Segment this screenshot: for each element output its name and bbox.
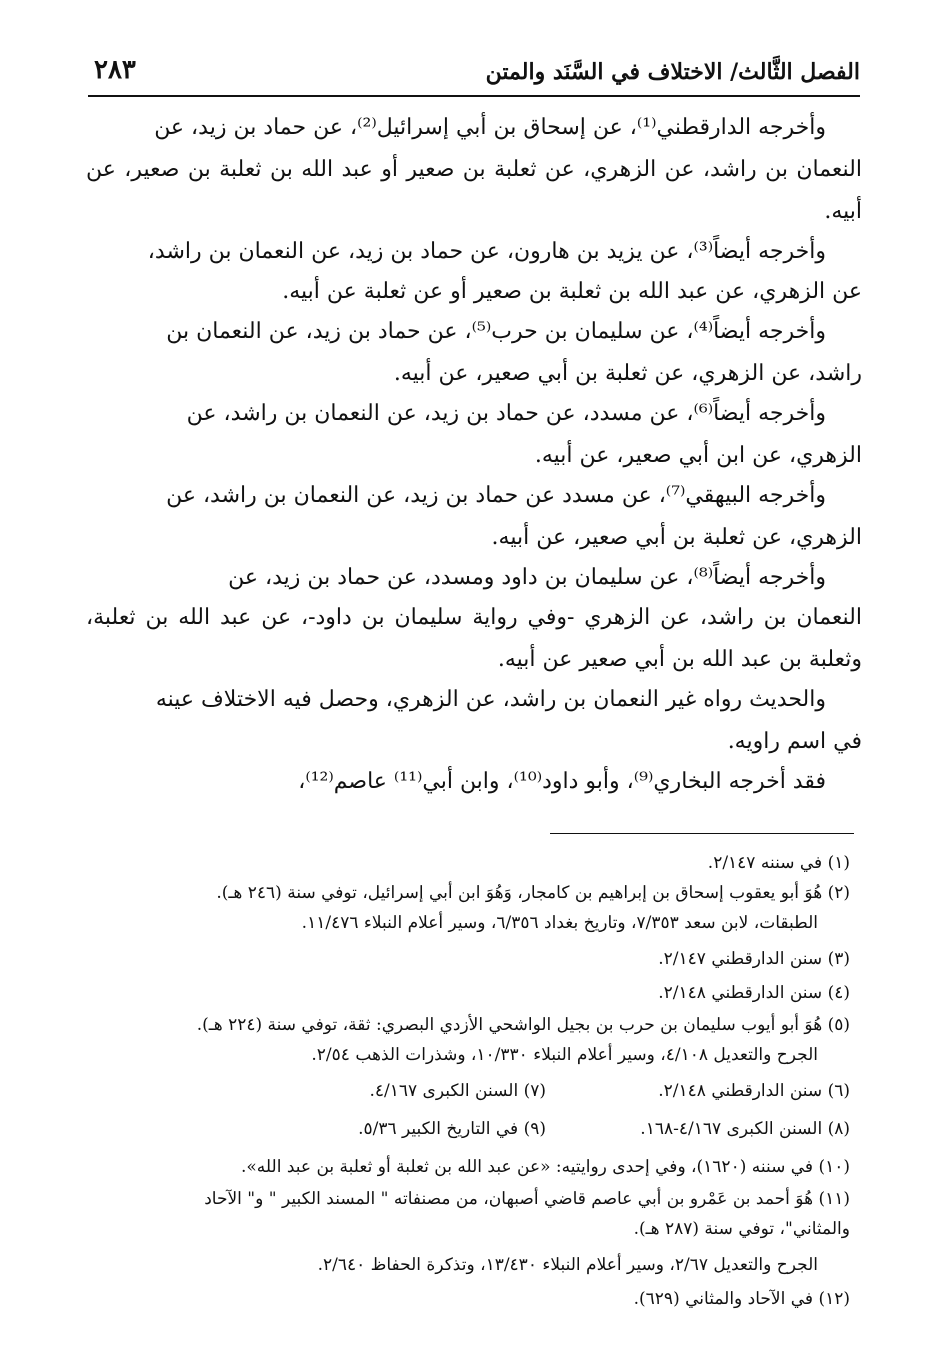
text-line: وأخرجه أيضاً⁽³⁾، عن يزيد بن هارون، عن حماد بن زيد، عن النعمان بن راشد، xyxy=(147,239,826,264)
footnote-line: (١) في سننه ٢/١٤٧. xyxy=(707,853,850,873)
text-line: والحديث رواه غير النعمان بن راشد، عن الزهري، وحصل فيه الاختلاف عينه xyxy=(155,687,826,712)
footnote-line: والمثاني"، توفي سنة (٢٨٧ هـ). xyxy=(633,1219,850,1239)
footnote-line: الطبقات، لابن سعد ٧/٣٥٣، وتاريخ بغداد ٦/٣٥٦، وسير أعلام النبلاء ١١/٤٧٦. xyxy=(301,913,818,933)
chapter-title: الفصل الثَّالث/ الاختلاف في السَّنَد والمتن xyxy=(485,59,860,85)
text-line: وأخرجه البيهقي⁽⁷⁾، عن مسدد عن حماد بن زيد، عن النعمان بن راشد، عن xyxy=(166,483,826,508)
text-line: النعمان بن راشد، عن الزهري، عن ثعلبة بن صعير أو عبد الله بن ثعلبة بن صعير، عن xyxy=(86,157,862,182)
text-line: وأخرجه أيضاً⁽⁶⁾، عن مسدد، عن حماد بن زيد، عن النعمان بن راشد، عن xyxy=(186,401,826,426)
footnote-line: (١٠) في سننه (١٦٢٠)، وفي إحدى روايتيه: «عن عبد الله بن ثعلبة أو ثعلبة بن عبد الله». xyxy=(241,1157,850,1177)
footnote-line: (٩) في التاريخ الكبير ٥/٣٦. xyxy=(358,1119,546,1139)
footnote-line: (١١) هُوَ أحمد بن عَمْرو بن أبي عاصم قاضي أصبهان، من مصنفاته " المسند الكبير " و" الآحاد xyxy=(204,1189,850,1209)
text-line: أبيه. xyxy=(824,199,862,224)
text-line: الزهري، عن ابن أبي صعير، عن أبيه. xyxy=(534,443,862,468)
footnote-line: (٥) هُوَ أبو أيوب سليمان بن حرب بن بجيل الواشحي الأزدي البصري: ثقة، توفي سنة (٢٢٤ هـ). xyxy=(196,1015,850,1035)
footnote-line: (٤) سنن الدارقطني ٢/١٤٨. xyxy=(658,983,850,1003)
text-line: راشد، عن الزهري، عن ثعلبة بن أبي صعير، عن أبيه. xyxy=(393,361,862,386)
text-line: وأخرجه الدارقطني⁽¹⁾، عن إسحاق بن أبي إسرائيل⁽²⁾، عن حماد بن زيد، عن xyxy=(154,115,826,140)
footnote-line: (١٢) في الآحاد والمثاني (٦٢٩). xyxy=(633,1289,850,1309)
footnote-line: (٧) السنن الكبرى ٤/١٦٧. xyxy=(369,1081,546,1101)
text-line: النعمان بن راشد، عن الزهري -وفي رواية سليمان بن داود-، عن عبد الله بن ثعلبة، xyxy=(86,605,862,630)
text-line: وأخرجه أيضاً⁽⁸⁾، عن سليمان بن داود ومسدد، عن حماد بن زيد، عن xyxy=(228,565,826,590)
footnote-line: الجرح والتعديل ٤/١٠٨، وسير أعلام النبلاء ١٠/٣٣٠، وشذرات الذهب ٢/٥٤. xyxy=(311,1045,818,1065)
page-header xyxy=(88,55,860,97)
footnote-line: (٣) سنن الدارقطني ٢/١٤٧. xyxy=(658,949,850,969)
text-line: فقد أخرجه البخاري⁽⁹⁾، وأبو داود⁽¹⁰⁾، وابن أبي⁽¹¹⁾ عاصم⁽¹²⁾، xyxy=(298,769,826,794)
text-line: الزهري، عن ثعلبة بن أبي صعير، عن أبيه. xyxy=(491,525,862,550)
text-line: وثعلبة بن عبد الله بن أبي صعير عن أبيه. xyxy=(497,647,862,672)
text-line: عن الزهري، عن عبد الله بن ثعلبة بن صعير أو عن ثعلبة عن أبيه. xyxy=(282,279,862,304)
text-line: وأخرجه أيضاً⁽⁴⁾، عن سليمان بن حرب⁽⁵⁾، عن حماد بن زيد، عن النعمان بن xyxy=(166,319,826,344)
text-line: في اسم راويه. xyxy=(727,729,862,754)
footnote-divider xyxy=(550,833,854,834)
footnote-line: (٨) السنن الكبرى ٤/١٦٧-١٦٨. xyxy=(640,1119,850,1139)
footnote-line: (٢) هُوَ أبو يعقوب إسحاق بن إبراهيم بن كامجار، وَهُوَ ابن أبي إسرائيل، توفي سنة (٢٤٦ هـ). xyxy=(216,883,850,903)
footnote-line: الجرح والتعديل ٢/٦٧، وسير أعلام النبلاء ١٣/٤٣٠، وتذكرة الحفاظ ٢/٦٤٠. xyxy=(317,1255,818,1275)
footnote-line: (٦) سنن الدارقطني ٢/١٤٨. xyxy=(658,1081,850,1101)
page-number: ٢٨٣ xyxy=(94,55,136,85)
